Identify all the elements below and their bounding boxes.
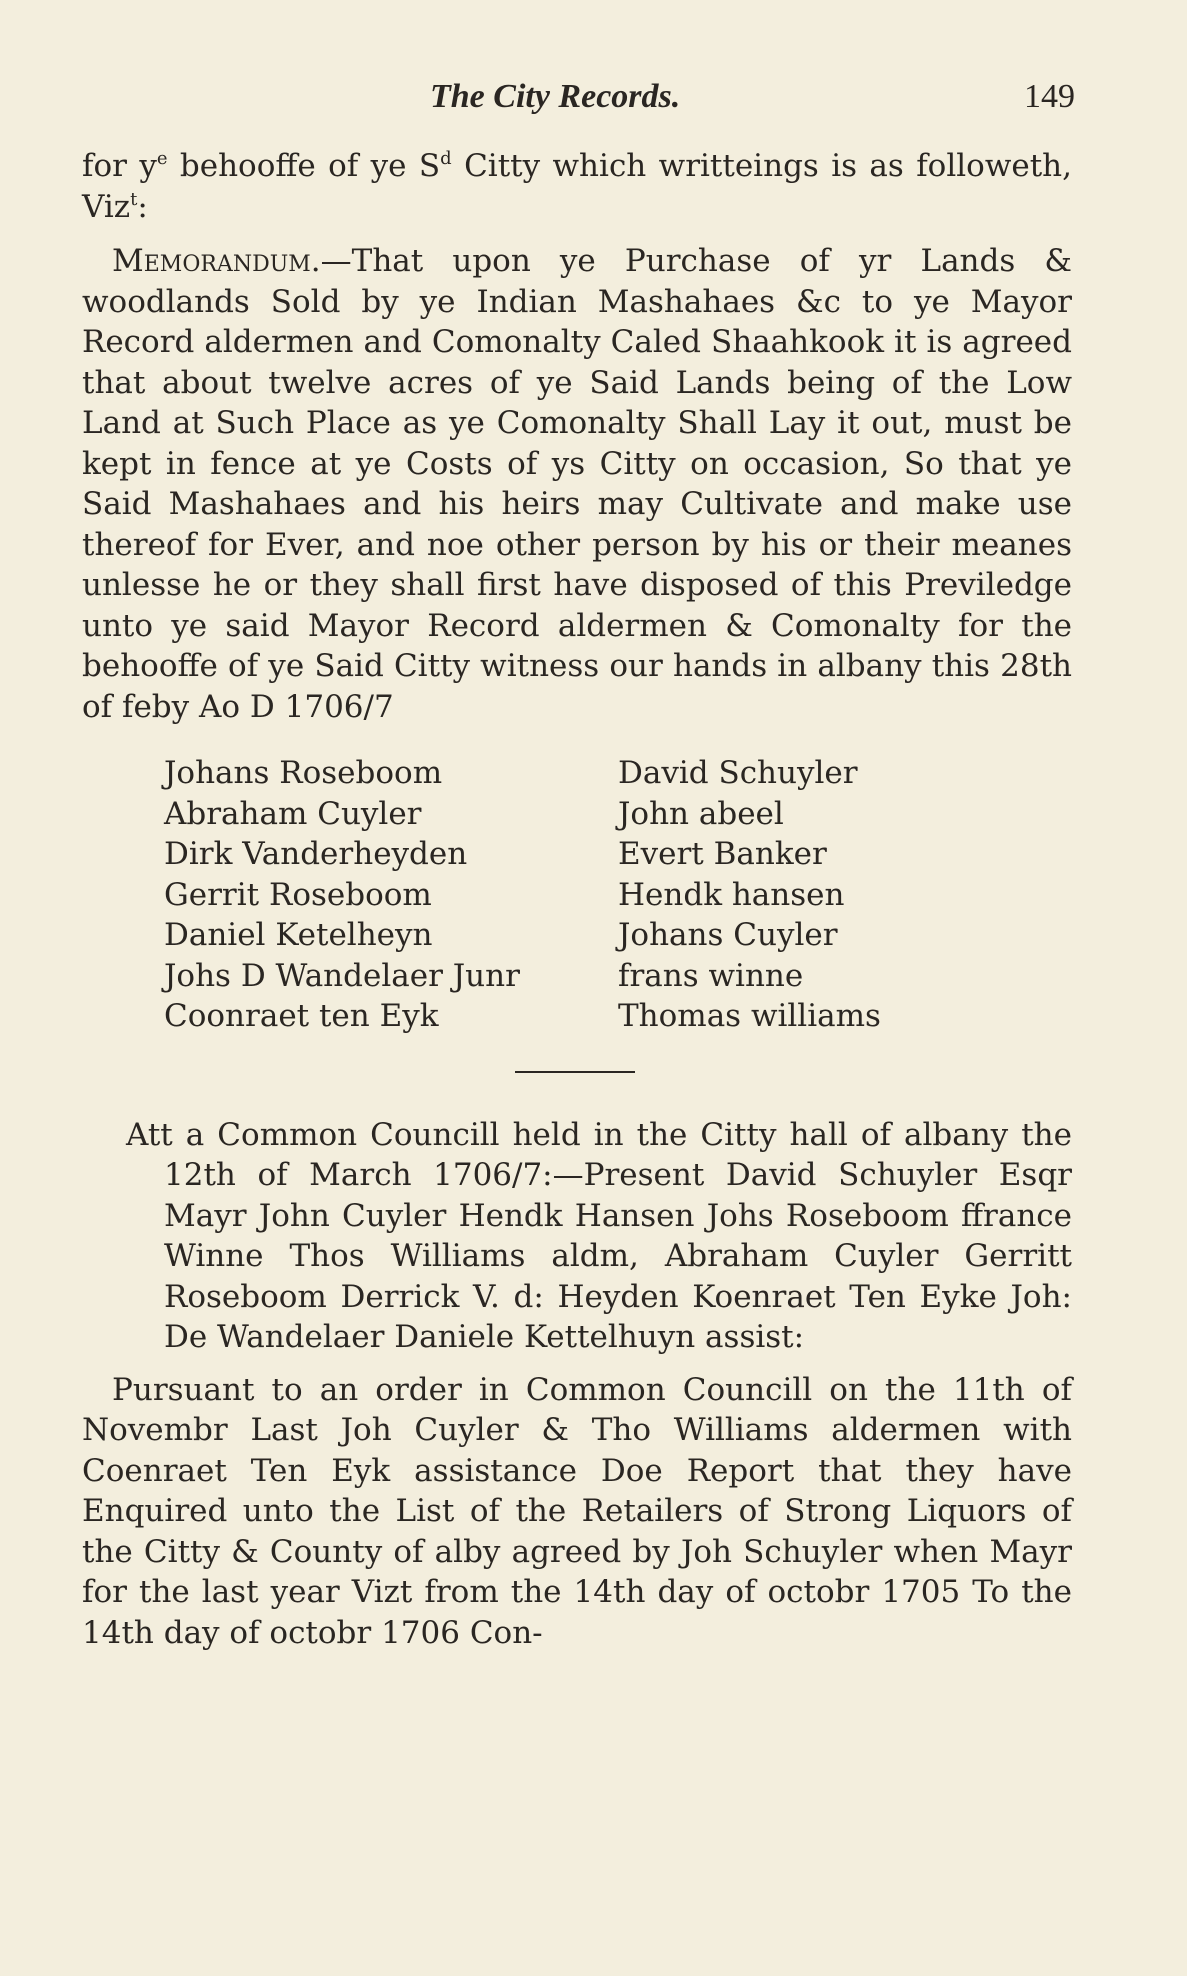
council-paragraph: Att a Common Councill held in the Citty hall of albany the 12th of March 1706/7:—Present David Schuyler Esqr Mayr John Cuyler Hendk Hansen Johs Roseboom ffrance Winne Thos Williams aldm, Abraham Cuyler Gerritt Roseboom Derrick V. d: Heyden Koenraet Ten Eyke Joh: De Wandelaer Daniele Kettelhuyn assist: <box>126 1116 1072 1355</box>
paragraph-text: Citty which writteings is as followeth, Viz <box>82 148 1072 225</box>
memorandum-paragraph <box>82 241 1072 727</box>
signatory-name: Johans Roseboom <box>164 755 443 791</box>
page-body <box>82 146 1072 1653</box>
memorandum-lead: Memorandum. <box>112 243 321 279</box>
memorandum-text: —That upon ye Purchase of yr Lands & woodlands Sold by ye Indian Mashahaes &c to ye Mayor Record aldermen and Comonalty Caled Shaahkook it is agreed that about twelve acres of ye Said Lands being of the Low Land at Such Place as ye Comonalty Shall Lay it out, must be kept in fence at ye Costs of ys Citty on occasion, So that ye Said Mashahaes and his heirs may Cultivate and make use thereof for Ever, and noe other person by his or their meanes unlesse he or they shall first have disposed of this Previledge unto ye said Mayor Record aldermen & Comonalty for the behooffe of ye Said Citty witness our hands in albany this 28th of feby Ao D 1706/7 <box>82 243 1072 725</box>
superscript: t <box>130 188 138 210</box>
signatory-name: frans winne <box>618 957 804 994</box>
signatory-name: David Schuyler <box>618 755 858 791</box>
signatures-right-column <box>618 753 1072 1037</box>
section-divider <box>515 1071 635 1073</box>
signatory-name: Dirk Vanderheyden <box>164 836 468 872</box>
signatory-name: Johs D Wandelaer Junr <box>164 957 520 994</box>
signatory-name: Thomas williams <box>618 998 881 1034</box>
opening-paragraph <box>82 146 1072 227</box>
signatory-name: John abeel <box>618 795 784 832</box>
signatory-name: Daniel Ketelheyn <box>164 917 433 953</box>
signatures-block <box>82 753 1072 1037</box>
signatory-name: Johans Cuyler <box>618 917 838 953</box>
running-header <box>395 78 1075 128</box>
running-title: The City Records. <box>430 78 681 115</box>
signatory-name: Gerrit Roseboom <box>164 876 432 913</box>
superscript: d <box>440 148 452 169</box>
signatory-name: Coonraet ten Eyk <box>164 998 439 1034</box>
superscript: e <box>156 148 168 169</box>
pursuant-paragraph: Pursuant to an order in Common Councill on the 11th of Novembr Last Joh Cuyler & Tho Williams aldermen with Coenraet Ten Eyk assistance Doe Report that they have Enquired unto the List of the Retailers of Strong Liquors of the Citty & County of alby agreed by Joh Schuyler when Mayr for the last year Vizt from the 14th day of octobr 1705 To the 14th day of octobr 1706 Con- <box>82 1371 1072 1651</box>
paragraph-text: for y <box>82 148 157 184</box>
signatures-left-column <box>164 753 618 1037</box>
page-number: 149 <box>1024 78 1075 115</box>
paragraph-text: behooffe of ye S <box>167 148 441 184</box>
signatory-name: Evert Banker <box>618 836 827 872</box>
signatory-name: Hendk hansen <box>618 876 845 913</box>
paragraph-text: : <box>137 188 148 225</box>
signatory-name: Abraham Cuyler <box>164 795 422 832</box>
